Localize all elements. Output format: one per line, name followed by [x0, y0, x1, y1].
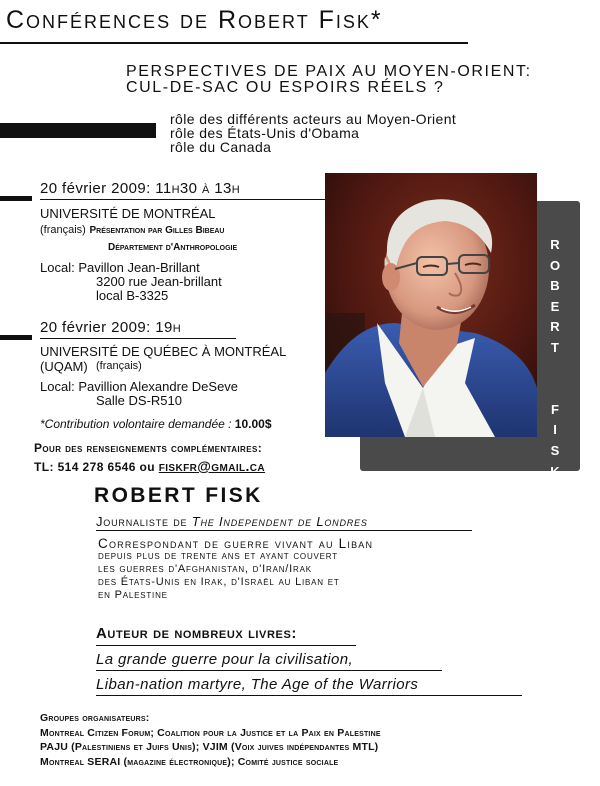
bio-role	[96, 514, 368, 529]
contribution-note	[40, 417, 272, 431]
event-2-date	[40, 319, 330, 336]
roles-list	[170, 112, 590, 154]
local-line: Pavillon Jean-Brillant	[78, 260, 200, 275]
decorative-bar	[0, 335, 32, 340]
name-letter: E	[550, 298, 560, 314]
local-line: Pavillion Alexandre DeSeve	[78, 379, 239, 394]
event-2-rule	[40, 338, 236, 339]
bio-name: ROBERT FISK	[94, 484, 263, 507]
organizers	[40, 711, 560, 769]
local-line: local B-3325	[96, 288, 169, 303]
event-presenter: Présentation par Gilles Bibeau	[89, 225, 225, 236]
event-date-text: 20 février 2009:	[40, 180, 156, 197]
event-2-details	[40, 344, 340, 408]
local-label: Local:	[40, 260, 75, 275]
portrait-photo	[325, 173, 537, 437]
bio-line: depuis plus de trente ans et ayant couvert	[98, 550, 338, 562]
event-venue: UNIVERSITÉ DE MONTRÉAL	[40, 206, 216, 221]
name-letter: F	[551, 401, 559, 417]
event-1-details	[40, 206, 340, 303]
organizer-line: Montreal SERAI (magazine électronique); Comité justice sociale	[40, 755, 339, 768]
event-1-rule	[40, 199, 328, 200]
bio-line: en Palestine	[98, 589, 168, 601]
role-item: rôle du Canada	[170, 139, 272, 155]
contribution-text: *Contribution volontaire demandée :	[40, 417, 235, 431]
organizer-line: PAJU (Palestiniens et Juifs Unis); VJIM (Voix juives indépendantes MTL)	[40, 741, 379, 753]
bio-role-paper: The Independent de Londres	[191, 514, 368, 529]
contribution-amount: 10.00$	[234, 417, 272, 431]
title-underline	[0, 42, 468, 44]
book-title: Liban-nation martyre	[96, 676, 242, 693]
book-title: La grande guerre pour la civilisation,	[96, 651, 354, 668]
phone-number: TL: 514 278 6546 ou	[34, 460, 159, 474]
topic-line-2: CUL-DE-SAC OU ESPOIRS RÉELS ?	[126, 79, 445, 96]
bio-line: Correspondant de guerre vivant au Liban	[98, 536, 374, 551]
bio-description	[98, 537, 488, 602]
vertical-name	[540, 235, 570, 482]
book-rule	[96, 695, 522, 696]
book-title: The Age of the Warriors	[250, 676, 419, 693]
name-letter: R	[550, 237, 560, 252]
name-letter: R	[550, 319, 560, 335]
organizer-line: Montreal Citizen Forum; Coalition pour la Justice et la Paix en Palestine	[40, 726, 381, 739]
organizers-heading: Groupes organisateurs:	[40, 712, 150, 724]
name-letter: B	[550, 278, 560, 294]
name-letter: T	[551, 339, 559, 355]
local-label: Local:	[40, 379, 75, 394]
bio-line: des États-Unis en Irak, d'Israël au Liban et	[98, 576, 340, 588]
event-language: (français)	[96, 360, 142, 372]
topic-line-1: PERSPECTIVES DE PAIX AU MOYEN-ORIENT:	[126, 63, 532, 80]
event-time: 11h30 à 13h	[155, 180, 241, 197]
topic-heading	[126, 64, 596, 96]
event-date-text: 20 février 2009:	[40, 319, 156, 336]
bio-role-prefix: Journaliste de	[96, 514, 192, 529]
role-item: rôle des États-Unis d'Obama	[170, 125, 360, 141]
bio-rule	[96, 530, 472, 531]
local-line: Salle DS-R510	[96, 393, 182, 408]
decorative-bar	[0, 123, 156, 138]
book-rule	[96, 670, 442, 671]
book-sep: ,	[241, 676, 251, 693]
name-letter	[540, 379, 570, 400]
event-1-date	[40, 180, 330, 197]
email-link[interactable]: fiskfr@gmail.ca	[158, 458, 266, 474]
event-department: Département d'Anthropologie	[108, 242, 238, 253]
books-rule	[96, 645, 356, 646]
name-letter: I	[553, 422, 557, 438]
book-titles-line	[96, 676, 418, 693]
event-venue: UNIVERSITÉ DE QUÉBEC À MONTRÉAL	[40, 344, 287, 359]
info-heading: Pour des renseignements complémentaires:	[34, 441, 263, 455]
name-letter: S	[550, 442, 560, 458]
name-letter	[540, 359, 570, 380]
event-time: 19h	[155, 319, 182, 336]
local-line: 3200 rue Jean-brillant	[96, 274, 222, 289]
event-language: (français)	[40, 224, 86, 236]
event-venue-abbr: (UQAM)	[40, 359, 88, 374]
role-item: rôle des différents acteurs au Moyen-Orient	[170, 111, 457, 127]
bio-line: les guerres d'Afghanistan, d'Iran/Irak	[98, 563, 312, 575]
name-letter: K	[550, 463, 560, 479]
contact-line	[34, 458, 265, 474]
page-title: Conférences de Robert Fisk*	[6, 6, 383, 34]
name-letter: O	[549, 257, 561, 273]
books-heading: Auteur de nombreux livres:	[96, 625, 297, 642]
decorative-bar	[0, 196, 32, 201]
